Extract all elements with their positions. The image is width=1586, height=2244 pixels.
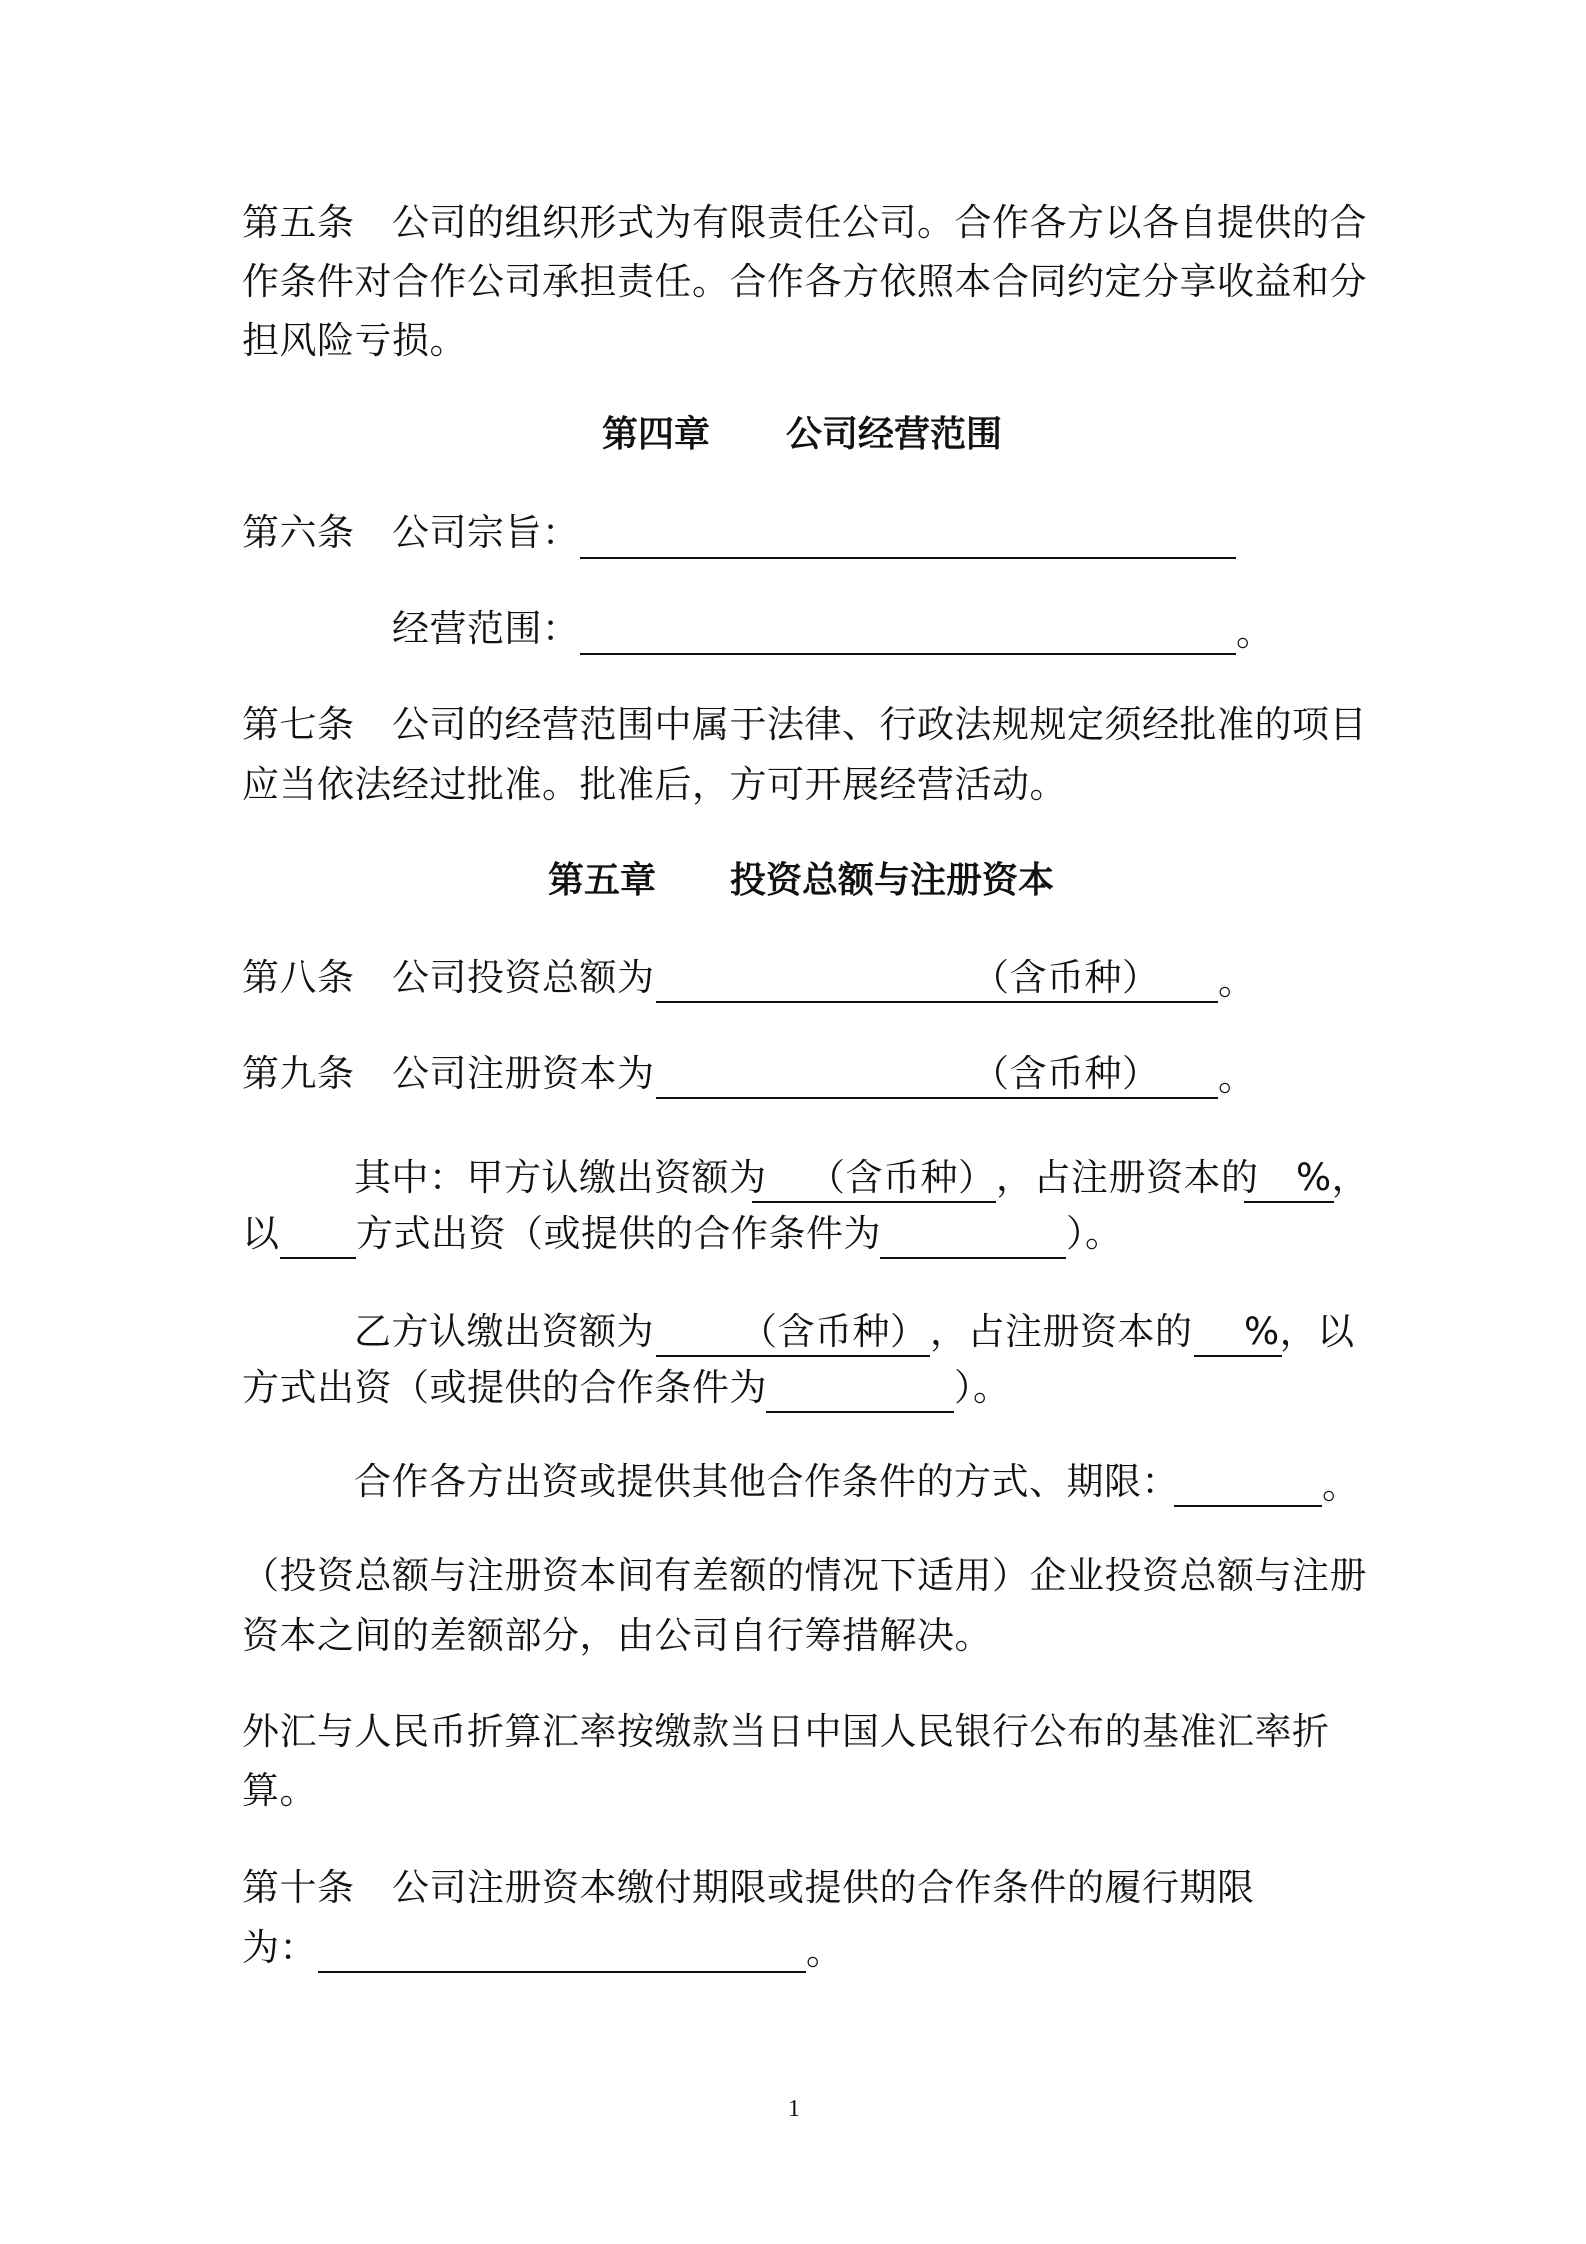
article-10-end: 。	[806, 1930, 844, 1973]
purpose-blank[interactable]	[580, 557, 1236, 559]
article-8-end: 。	[1218, 960, 1256, 1003]
article-6-scope-label: 经营范围：	[392, 607, 580, 650]
article-6-label: 第六条	[242, 511, 355, 554]
party-b-amount-blank[interactable]	[656, 1355, 930, 1357]
article-10-line-1: 第十条 公司注册资本缴付期限或提供的合作条件的履行期限	[242, 1866, 1255, 1909]
party-b-line2-mid: 方式出资（或提供的合作条件为	[242, 1366, 767, 1409]
party-b-line2-end: ）。	[954, 1366, 1011, 1409]
party-b-currency: （含币种）	[740, 1310, 928, 1353]
article-9-label: 第九条	[242, 1052, 355, 1095]
difference-line-1: （投资总额与注册资本间有差额的情况下适用）企业投资总额与注册	[242, 1554, 1367, 1597]
party-a-share: ，占注册资本的	[996, 1156, 1259, 1199]
article-5-line-2: 作条件对合作公司承担责任。合作各方依照本合同约定分享收益和分	[242, 260, 1367, 303]
party-a-line2-prefix: 以	[242, 1212, 280, 1255]
scope-blank[interactable]	[580, 653, 1236, 655]
party-b-pct: %，以	[1244, 1310, 1355, 1353]
party-b-share: ，占注册资本的	[930, 1310, 1193, 1353]
party-a-line2-mid: 方式出资（或提供的合作条件为	[356, 1212, 881, 1255]
party-a-conditions-blank[interactable]	[880, 1257, 1066, 1259]
article-7-line-2: 应当依法经过批准。批准后，方可开展经营活动。	[242, 763, 1067, 806]
article-8-label: 第八条	[242, 956, 355, 999]
party-a-pct: %，	[1296, 1156, 1370, 1199]
party-b-conditions-blank[interactable]	[766, 1411, 954, 1413]
difference-line-2: 资本之间的差额部分，由公司自行筹措解决。	[242, 1614, 992, 1657]
article-6-end: 。	[1236, 611, 1274, 654]
party-a-method-blank[interactable]	[280, 1257, 356, 1259]
party-a-amount-blank[interactable]	[752, 1201, 996, 1203]
party-a-prefix: 其中：甲方认缴出资额为	[354, 1156, 767, 1199]
article-9-text: 公司注册资本为	[392, 1052, 655, 1095]
article-5-line-1: 第五条 公司的组织形式为有限责任公司。合作各方以各自提供的合	[242, 201, 1367, 244]
total-investment-blank[interactable]	[656, 1001, 1218, 1003]
party-a-currency: （含币种）	[808, 1156, 996, 1199]
chapter-4-number: 第四章	[602, 414, 711, 455]
party-b-prefix: 乙方认缴出资额为	[354, 1310, 654, 1353]
article-10-line-2: 为：	[242, 1926, 317, 1969]
party-a-line2-end: ）。	[1066, 1212, 1123, 1255]
article-6-purpose-label: 公司宗旨：	[392, 511, 580, 554]
article-9-currency: （含币种）	[972, 1052, 1160, 1095]
fx-line-1: 外汇与人民币折算汇率按缴款当日中国人民银行公布的基准汇率折	[242, 1710, 1330, 1753]
page-number: 1	[788, 2096, 800, 2122]
party-a-percent-blank[interactable]	[1244, 1201, 1334, 1203]
payment-term-blank[interactable]	[318, 1971, 806, 1973]
article-5-line-3: 担风险亏损。	[242, 319, 467, 362]
contribution-methods-text: 合作各方出资或提供其他合作条件的方式、期限：	[354, 1460, 1179, 1503]
chapter-5-number: 第五章	[548, 860, 657, 901]
article-7-line-1: 第七条 公司的经营范围中属于法律、行政法规规定须经批准的项目	[242, 703, 1367, 746]
article-8-currency: （含币种）	[972, 956, 1160, 999]
registered-capital-blank[interactable]	[656, 1097, 1218, 1099]
article-9-end: 。	[1218, 1056, 1256, 1099]
fx-line-2: 算。	[242, 1769, 317, 1812]
party-b-percent-blank[interactable]	[1194, 1355, 1282, 1357]
article-8-text: 公司投资总额为	[392, 956, 655, 999]
chapter-4-title: 公司经营范围	[786, 414, 1003, 455]
chapter-5-title: 投资总额与注册资本	[730, 860, 1055, 901]
contribution-methods-blank[interactable]	[1174, 1505, 1322, 1507]
contribution-methods-end: 。	[1322, 1464, 1360, 1507]
